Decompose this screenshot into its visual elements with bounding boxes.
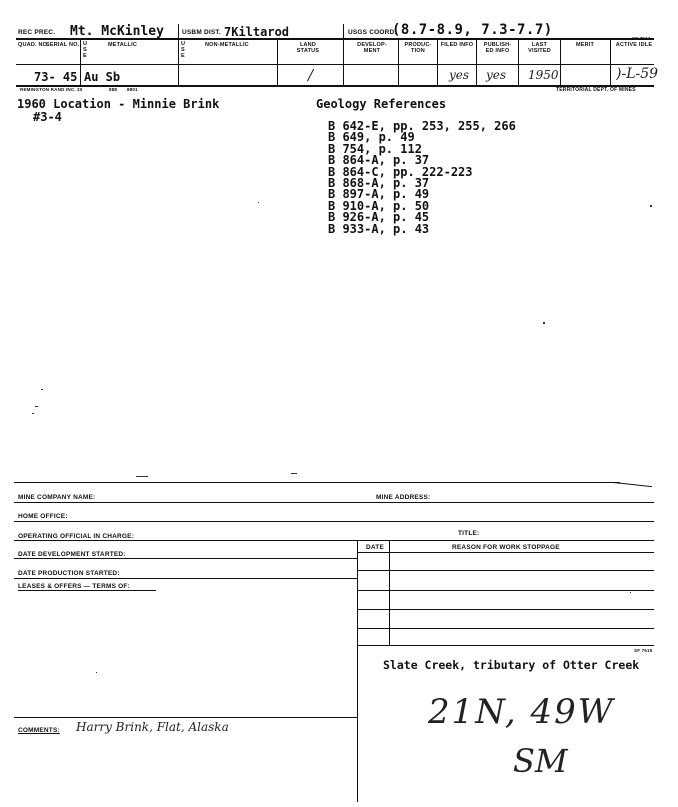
geology-ref: B 933-A, p. 43 bbox=[328, 221, 430, 236]
col-use-2: U S E bbox=[181, 41, 186, 59]
rule bbox=[14, 502, 654, 503]
scan-speck bbox=[291, 473, 297, 474]
usgs-coord-value: (8.7-8.9, 7.3-7.7) bbox=[392, 22, 553, 38]
reason-header: REASON FOR WORK STOPPAGE bbox=[452, 544, 560, 551]
geology-ref: B 868-A, p. 37 bbox=[328, 176, 430, 191]
rec-prec-value: Mt. McKinley bbox=[70, 24, 164, 39]
metallic-value: Au Sb bbox=[84, 70, 121, 84]
territorial-dept: TERRITORIAL DEPT. OF MINES bbox=[556, 87, 636, 93]
location-line: 1960 Location - Minnie Brink bbox=[17, 97, 220, 111]
col-published-info: PUBLISH- ED INFO bbox=[483, 42, 512, 54]
col-last-visited: LAST VISITED bbox=[528, 42, 551, 54]
land-status-value: / bbox=[308, 66, 314, 84]
scan-speck bbox=[41, 389, 43, 390]
col-filed-info: FILED INFO bbox=[440, 42, 474, 48]
slate-creek-note: Slate Creek, tributary of Otter Creek bbox=[383, 658, 640, 672]
footer-center-divider bbox=[357, 540, 358, 802]
footer-top-rule-end bbox=[612, 482, 652, 487]
col-active-idle: ACTIVE IDLE bbox=[615, 42, 653, 48]
handwritten-meridian: SM bbox=[513, 742, 568, 780]
rule bbox=[357, 590, 654, 591]
form-number-2: SF 7515 bbox=[634, 648, 653, 653]
location-sub: #3-4 bbox=[33, 110, 62, 124]
usgs-coord-label: USGS COORD. bbox=[348, 29, 397, 36]
rule bbox=[357, 570, 654, 571]
filed-info-value: yes bbox=[449, 68, 470, 82]
date-header: DATE bbox=[366, 544, 385, 551]
usbm-dist-value: 7Kiltarod bbox=[224, 25, 290, 39]
rule bbox=[14, 521, 654, 522]
scan-speck bbox=[630, 592, 631, 593]
geology-ref: B 642-E, pp. 253, 255, 266 bbox=[328, 119, 516, 133]
printer-code-2: 8801 bbox=[127, 87, 138, 92]
geology-ref: B 864-C, pp. 222-223 bbox=[328, 164, 473, 179]
leases-label: LEASES & OFFERS — TERMS OF: bbox=[18, 583, 130, 590]
form-number: SF 7514 bbox=[632, 36, 651, 41]
leases-underline bbox=[18, 590, 156, 591]
title-label: TITLE: bbox=[458, 530, 480, 537]
geology-ref: B 754, p. 112 bbox=[328, 141, 422, 156]
geology-ref: B 897-A, p. 49 bbox=[328, 187, 430, 202]
geology-ref: B 864-A, p. 37 bbox=[328, 153, 430, 168]
col-divider bbox=[398, 38, 399, 85]
scan-speck bbox=[136, 476, 148, 477]
scan-speck bbox=[96, 672, 97, 673]
col-divider bbox=[80, 38, 81, 85]
home-office-label: HOME OFFICE: bbox=[18, 513, 68, 520]
col-metallic: METALLIC bbox=[108, 42, 137, 48]
col-divider bbox=[178, 24, 179, 85]
col-divider bbox=[437, 38, 438, 85]
geology-ref: B 649, p. 49 bbox=[328, 130, 415, 145]
rule bbox=[14, 578, 357, 579]
usbm-dist-label: USBM DIST. bbox=[182, 29, 221, 36]
col-production: PRODUC- TION bbox=[404, 42, 432, 54]
rule bbox=[357, 645, 654, 646]
geology-ref: B 910-A, p. 50 bbox=[328, 198, 430, 213]
rec-prec-label: REC PREC. bbox=[18, 29, 56, 36]
date-development-label: DATE DEVELOPMENT STARTED: bbox=[18, 551, 126, 558]
geology-title: Geology References bbox=[316, 97, 447, 111]
col-merit: MERIT bbox=[575, 42, 595, 48]
col-divider bbox=[343, 24, 344, 85]
col-divider bbox=[476, 38, 477, 85]
rule bbox=[14, 540, 654, 541]
scan-speck bbox=[32, 413, 34, 414]
col-development: DEVELOP- MENT bbox=[357, 42, 387, 54]
published-info-value: yes bbox=[486, 68, 507, 82]
col-divider bbox=[518, 38, 519, 85]
mine-address-label: MINE ADDRESS: bbox=[376, 494, 431, 501]
scan-speck bbox=[543, 322, 545, 324]
col-divider bbox=[277, 38, 278, 85]
operating-official-label: OPERATING OFFICIAL IN CHARGE: bbox=[18, 533, 135, 540]
quad-serial-value: 73- 45 bbox=[34, 70, 78, 84]
header-top-rule bbox=[16, 38, 654, 40]
comments-value: Harry Brink, Flat, Alaska bbox=[76, 720, 229, 734]
scan-speck bbox=[35, 406, 38, 407]
col-divider bbox=[560, 38, 561, 85]
printer-line: REMINGTON RAND INC. 20 bbox=[20, 87, 83, 92]
rule bbox=[357, 609, 654, 610]
geology-ref: B 926-A, p. 45 bbox=[328, 210, 430, 225]
comments-label: COMMENTS: bbox=[18, 727, 60, 734]
rule bbox=[14, 558, 357, 559]
geology-reference-list bbox=[328, 121, 516, 235]
handwritten-coords: 21N, 49W bbox=[428, 692, 615, 732]
header-mid-rule bbox=[16, 64, 654, 65]
footer-top-rule bbox=[14, 482, 620, 483]
col-quad-no: QUAD. NO. bbox=[18, 42, 49, 48]
date-column-divider bbox=[389, 540, 390, 645]
scan-speck bbox=[258, 202, 259, 203]
col-land-status: LAND STATUS bbox=[296, 42, 320, 54]
printer-code-1: 888 bbox=[109, 87, 118, 92]
col-non-metallic: NON-METALLIC bbox=[205, 42, 249, 48]
col-serial-no: SERIAL NO. bbox=[46, 42, 80, 48]
col-divider bbox=[610, 38, 611, 85]
date-production-label: DATE PRODUCTION STARTED: bbox=[18, 570, 120, 577]
rule bbox=[14, 717, 357, 718]
rule bbox=[357, 552, 654, 553]
last-visited-value: 1950 bbox=[528, 68, 559, 82]
rule bbox=[357, 628, 654, 629]
mine-company-name-label: MINE COMPANY NAME: bbox=[18, 494, 96, 501]
scan-speck bbox=[650, 205, 652, 207]
active-idle-value: )-L-59 bbox=[616, 66, 659, 82]
col-use-1: U S E bbox=[83, 41, 88, 59]
